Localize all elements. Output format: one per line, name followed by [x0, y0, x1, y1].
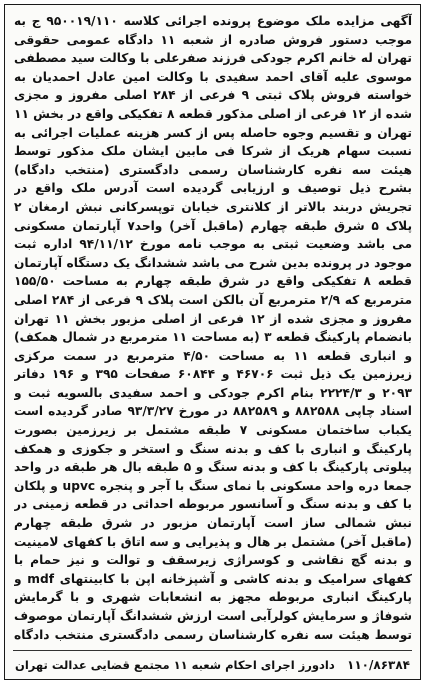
auction-notice-body: آگهی مزایده ملک موضوع پرونده اجرائی کلاسه ۹۵۰۰۱۹/۱۱۰ ج به موجب دستور فروش صادره از شعبه ۱۱ دادگاه عمومی حقوقی تهران له خانم اکرم جودکی فرزند صفرعلی با وکالت سید مصطفی موسوی علیه آقای احمد سفیدی با وکالت امین عادل احمدیان به خواسته فروش پلاک ثبتی ۹ فرعی از ۲۸۴ اصلی مفروز و مجزی شده از ۱۲ فرعی از اصلی مذکور قطعه ۸ تفکیکی واقع در بخش ۱۱ تهران و تقسیم وجوه حاصله پس از کسر هزینه عملیات اجرائی به نسبت سهام هریک از شرکا فی مابین ایشان ملک مذکور توسط هیئت سه نفره کارشناسان رسمی دادگستری (منتخب دادگاه) بشرح ذیل توصیف و ارزیابی گردیده است آدرس ملک واقع در تجریش دربند بالاتر از کلانتری خیابان توپسرکانی نبش ارمغان ۲ پلاک ۵ شرق طبقه چهارم (ماقبل آخر) واحد۷ آپارتمان مسکونی می باشد وضعیت ثبتی به موجب نامه مورخ ۹۴/۱۱/۱۲ اداره ثبت موجود در پرونده بدین شرح می باشد ششدانگ یک دستگاه آپارتمان قطعه ۸ تفکیکی واقع در شرق طبقه چهارم به مساحت ۱۵۵/۵۰ مترمربع که ۲/۹ مترمربع آن بالکن است پلاک ۹ فرعی از ۲۸۴ اصلی مفروز و مجزی شده از ۱۲ فرعی از اصلی مزبور بخش ۱۱ تهران بانضمام پارکینگ قطعه ۳ (به مساحت ۱۱ مترمربع در شمال همکف) و انباری قطعه ۱۱ به مساحت ۴/۵۰ مترمربع در سمت مرکزی زیرزمین یک ذیل ثبت ۴۶۷۰۶ و ۶۰۸۴۴ صفحات ۳۹۵ و ۱۹۶ دفاتر ۲۰۹۳ و ۲۲۲۴/۳ بنام اکرم جودکی و احمد سفیدی بالسویه ثبت و اسناد چاپی ۸۸۲۵۸۸ و ۸۸۲۵۸۹ در مورخ ۹۳/۳/۲۷ صادر گردیده است یکباب ساختمان مسکونی ۷ طبقه مشتمل بر زیرزمین بصورت پارکینگ و انباری با کف و بدنه سنگ و استخر و جکوزی و همکف پیلوتی پارکینگ با کف و بدنه سنگ و ۵ طبقه بال هر طبقه در واحد جمعا دره واحد مسکونی با نمای سنگ با آجر و پنجره upvc و پلکان با کف و بدنه سنگ و آسانسور مربوطه احداثی در قطعه زمینی در نبش شمالی ساز است آپارتمان مزبور در شرق طبقه چهارم (ماقبل آخر) مشتمل بر هال و پذیرایی و سه اتاق با کفهای لامینیت و بدنه گچ نقاشی و کوسراژی زیرسقف و توالت و نیز حمام با کفهای سرامیک و بدنه کاشی و آشپزخانه اپن با کابینتهای mdf و پارکینگ انباری مربوطه مجهز به انشعابات شهری و با گرمایش شوفاژ و سرمایش کولرآبی است ارزش ششدانگ آپارتمان موصوف توسط هیئت سه نفره کارشناسان رسمی دادگستری منتخب دادگاه	[14, 14, 412, 642]
notice-code: ۱۱۰/۸۶۳۸۴	[347, 658, 410, 672]
issuer-signature: دادورز اجرای احکام شعبه ۱۱ مجتمع قضایی عدالت تهران	[15, 658, 335, 672]
auction-notice-frame	[4, 4, 421, 680]
footer-divider	[13, 650, 412, 651]
notice-footer	[15, 655, 410, 675]
